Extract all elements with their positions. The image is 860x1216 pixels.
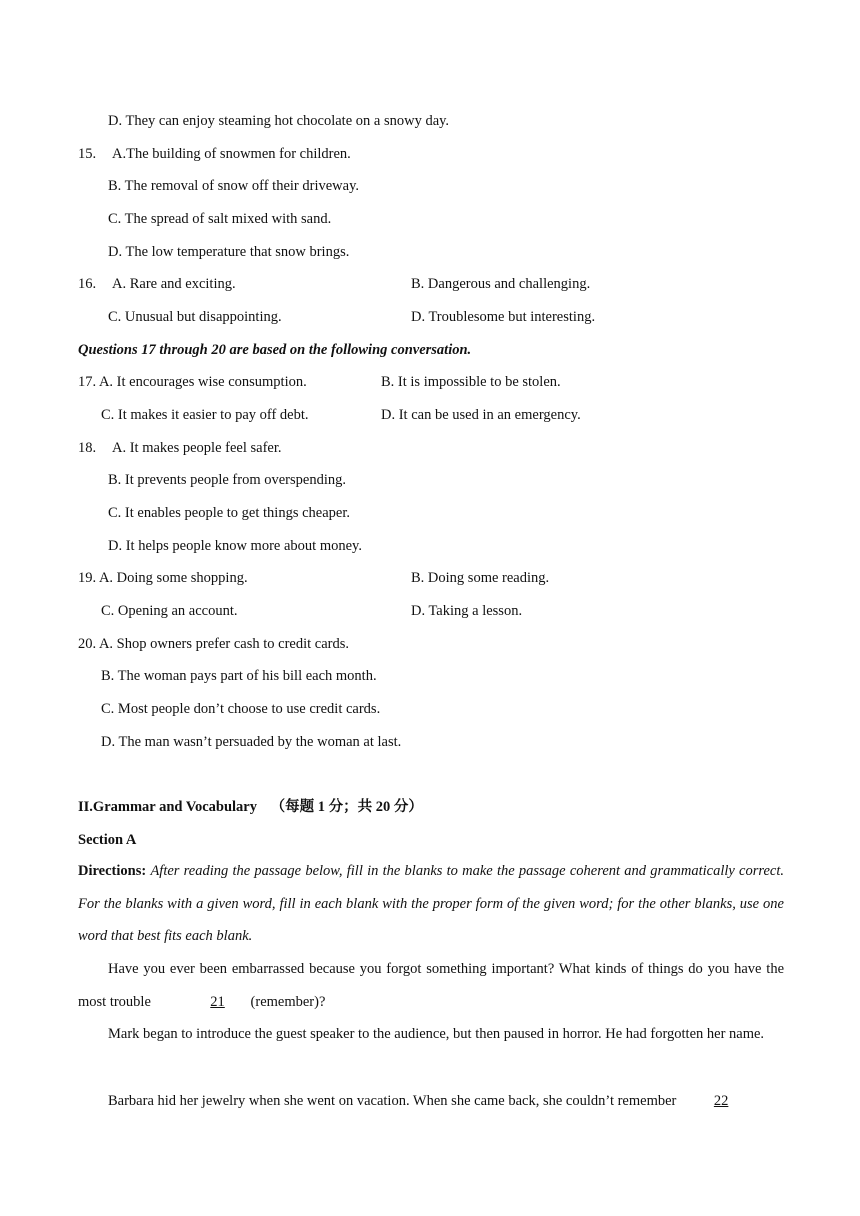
paragraph-1-hint: (remember)? — [250, 993, 326, 1010]
q17-option-c: C. It makes it easier to pay off debt. — [101, 407, 309, 423]
q16-option-a: A. Rare and exciting. — [112, 276, 236, 292]
q18-number: 18. — [78, 440, 97, 456]
q14-option-d: D. They can enjoy steaming hot chocolate on a snowy day. — [108, 113, 450, 129]
directions-label: Directions: — [78, 863, 147, 879]
q17-option-a: 17. A. It encourages wise consumption. — [78, 374, 307, 390]
q18-option-b: B. It prevents people from overspending. — [108, 472, 346, 488]
q16-number: 16. — [78, 276, 97, 292]
q16-option-c: C. Unusual but disappointing. — [108, 309, 282, 325]
passage-paragraph-1 — [78, 953, 784, 1018]
q19-option-d: D. Taking a lesson. — [411, 603, 523, 619]
directions — [78, 855, 784, 953]
q16-option-d: D. Troublesome but interesting. — [411, 309, 596, 325]
subsection-title: Section A — [78, 832, 137, 848]
q20-option-b: B. The woman pays part of his bill each month. — [101, 668, 377, 684]
section-title — [78, 798, 423, 816]
paragraph-3-text: Barbara hid her jewelry when she went on vacation. When she came back, she couldn’t remember — [108, 1093, 677, 1109]
q19-option-c: C. Opening an account. — [101, 603, 238, 619]
directions-text: After reading the passage below, fill in the blanks to make the passage coherent and grammatically correct. For the blanks with a given word, fill in each blank with the proper form of the given word; for the other blanks, use one word that best fits each blank. — [78, 863, 784, 945]
q19-option-a: 19. A. Doing some shopping. — [78, 570, 248, 586]
blank-22 — [676, 1092, 728, 1110]
blank-22-number: 22 — [713, 1093, 729, 1109]
q15-option-b: B. The removal of snow off their driveway. — [108, 178, 360, 194]
q15-option-a: A.The building of snowmen for children. — [112, 146, 351, 162]
q15-option-c: C. The spread of salt mixed with sand. — [108, 211, 332, 227]
blank-21 — [161, 986, 245, 1019]
q18-option-c: C. It enables people to get things cheaper. — [108, 505, 350, 521]
q16-option-b: B. Dangerous and challenging. — [411, 276, 591, 292]
q17-option-b: B. It is impossible to be stolen. — [381, 374, 561, 390]
q15-option-d: D. The low temperature that snow brings. — [108, 244, 350, 260]
conversation-heading: Questions 17 through 20 are based on the following conversation. — [78, 342, 472, 358]
q18-option-a: A. It makes people feel safer. — [112, 440, 282, 456]
paragraph-1-text: Have you ever been embarrassed because you forgot something important? What kinds of things do you have the most trouble — [78, 961, 784, 1010]
section-score: （每题 1 分；共 20 分） — [270, 799, 423, 815]
q20-option-d: D. The man wasn’t persuaded by the woman at last. — [101, 734, 402, 750]
blank-21-number: 21 — [210, 993, 225, 1010]
q15-number: 15. — [78, 146, 97, 162]
section-title-text: II.Grammar and Vocabulary — [78, 799, 257, 815]
passage-paragraph-3 — [108, 1092, 728, 1110]
q19-option-b: B. Doing some reading. — [411, 570, 550, 586]
q17-option-d: D. It can be used in an emergency. — [381, 407, 581, 423]
passage-paragraph-2: Mark began to introduce the guest speaker to the audience, but then paused in horror. He had forgotten her name. — [108, 1026, 765, 1042]
q18-option-d: D. It helps people know more about money. — [108, 538, 362, 554]
q20-option-c: C. Most people don’t choose to use credit cards. — [101, 701, 381, 717]
q20-option-a: 20. A. Shop owners prefer cash to credit cards. — [78, 636, 349, 652]
